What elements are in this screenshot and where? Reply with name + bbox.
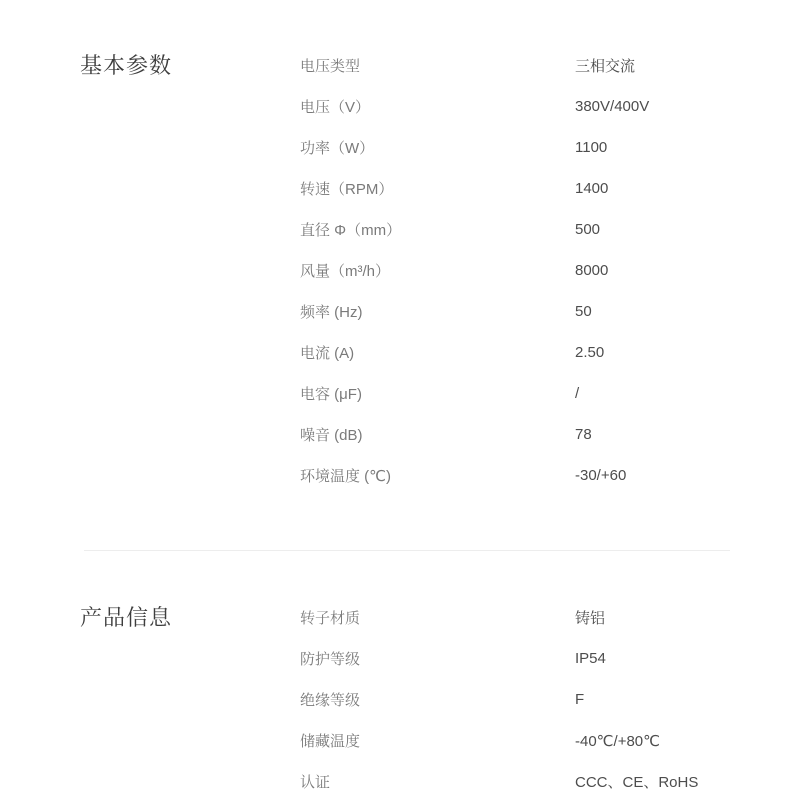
- section-title-product-info: 产品信息: [80, 605, 173, 630]
- spec-rows-product-info: [300, 597, 800, 800]
- spec-value: 380V/400V: [575, 98, 650, 115]
- spec-row-certification: [300, 761, 800, 800]
- spec-value: F: [575, 691, 585, 708]
- spec-label: 转速（RPM）: [300, 181, 394, 198]
- section-product-info: [0, 597, 800, 800]
- spec-value: 2.50: [575, 344, 605, 361]
- spec-value: 500: [575, 221, 601, 238]
- spec-value: 50: [575, 303, 592, 320]
- spec-row-frequency: [300, 291, 800, 332]
- spec-value: 78: [575, 426, 592, 443]
- spec-value: CCC、CE、RoHS: [575, 774, 699, 791]
- spec-label: 直径 Φ（mm）: [300, 222, 402, 239]
- spec-value: IP54: [575, 650, 606, 667]
- section-title-column: [0, 597, 300, 638]
- spec-row-current: [300, 332, 800, 373]
- spec-value: 1100: [575, 139, 608, 156]
- spec-row-speed: [300, 168, 800, 209]
- spec-row-storage-temp: [300, 720, 800, 761]
- spec-label: 电压（V）: [300, 99, 371, 116]
- spec-row-power: [300, 127, 800, 168]
- spec-row-voltage-type: [300, 45, 800, 86]
- spec-row-voltage: [300, 86, 800, 127]
- spec-label: 噪音 (dB): [300, 427, 363, 444]
- spec-value: -30/+60: [575, 467, 627, 484]
- spec-value: -40℃/+80℃: [575, 732, 660, 750]
- spec-row-rotor-material: [300, 597, 800, 638]
- spec-label: 电流 (A): [300, 345, 355, 362]
- spec-label: 环境温度 (℃): [300, 468, 392, 485]
- spec-value: 1400: [575, 180, 609, 197]
- spec-label: 电压类型: [300, 58, 361, 75]
- spec-label: 绝缘等级: [300, 692, 361, 709]
- spec-value: 铸铝: [575, 610, 606, 627]
- spec-label: 认证: [300, 774, 331, 791]
- section-divider: [84, 550, 730, 551]
- spec-label: 频率 (Hz): [300, 304, 363, 321]
- spec-row-noise: [300, 414, 800, 455]
- spec-row-ambient-temp: [300, 455, 800, 496]
- spec-rows-basic: [300, 45, 800, 496]
- spec-label: 电容 (μF): [300, 386, 362, 403]
- spec-value: 8000: [575, 262, 609, 279]
- spec-label: 防护等级: [300, 651, 361, 668]
- section-basic-parameters: [0, 45, 800, 496]
- spec-label: 功率（W）: [300, 140, 375, 157]
- spec-value: /: [575, 385, 580, 402]
- section-title-basic-parameters: 基本参数: [80, 53, 173, 78]
- spec-label: 风量（m³/h）: [300, 263, 391, 280]
- spec-row-capacitance: [300, 373, 800, 414]
- spec-label: 转子材质: [300, 610, 361, 627]
- spec-row-insulation-class: [300, 679, 800, 720]
- spec-row-airflow: [300, 250, 800, 291]
- spec-row-protection-rating: [300, 638, 800, 679]
- section-title-column: [0, 45, 300, 86]
- spec-label: 储藏温度: [300, 733, 361, 750]
- spec-row-diameter: [300, 209, 800, 250]
- spec-value: 三相交流: [575, 58, 636, 75]
